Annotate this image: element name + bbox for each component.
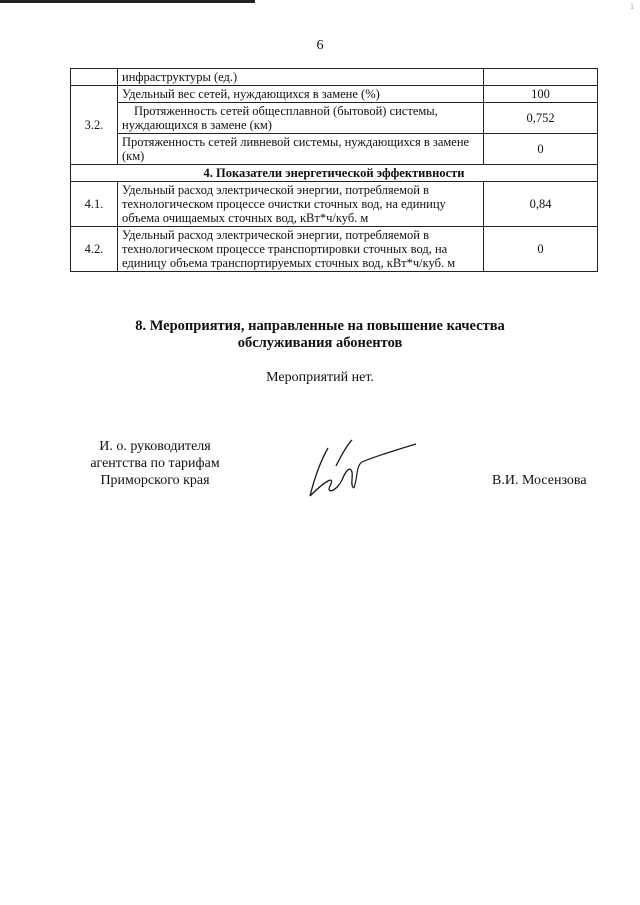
section-8-title-line1: 8. Мероприятия, направленные на повышение качества: [135, 318, 505, 334]
table-row: [71, 134, 598, 165]
table-row: [71, 103, 598, 134]
section-8-title-line2: обслуживания абонентов: [237, 335, 403, 351]
table-row: [71, 182, 598, 227]
row-number: 3.2.: [71, 86, 118, 165]
row-value: 100: [484, 86, 598, 103]
row-value: 0: [484, 227, 598, 272]
row-text: Протяженность сетей общесплавной (бытовой) системы, нуждающихся в замене (км): [118, 103, 484, 134]
row-number: [71, 69, 118, 86]
page-number: 6: [316, 38, 324, 53]
row-value: 0: [484, 134, 598, 165]
row-text: Удельный вес сетей, нуждающихся в замене (%): [118, 86, 484, 103]
row-value: 0,84: [484, 182, 598, 227]
corner-mark: 1: [630, 2, 634, 11]
row-number: 4.2.: [71, 227, 118, 272]
row-text: Протяженность сетей ливневой системы, нуждающихся в замене (км): [118, 134, 484, 165]
row-text: Удельный расход электрической энергии, потребляемой в технологическом процессе очистки сточных вод, на единицу объема очищаемых сточных вод, кВт*ч/куб. м: [118, 182, 484, 227]
top-edge-line: [0, 0, 255, 3]
indicators-table: [70, 68, 598, 272]
signer-line1: И. о. руководителя: [99, 439, 211, 454]
signer-position: [60, 438, 250, 489]
section-4-title: 4. Показатели энергетической эффективности: [71, 165, 598, 182]
table-row: [71, 86, 598, 103]
row-value: 0,752: [484, 103, 598, 134]
section-8-text: Мероприятий нет.: [266, 370, 374, 385]
row-text: инфраструктуры (ед.): [118, 69, 484, 86]
signer-line2: агентства по тарифам: [90, 456, 220, 471]
section-header-row: [71, 165, 598, 182]
table-row: [71, 227, 598, 272]
table-row: [71, 69, 598, 86]
signer-name: В.И. Мосензова: [492, 473, 587, 488]
row-value: [484, 69, 598, 86]
row-number: 4.1.: [71, 182, 118, 227]
handwritten-signature: [306, 436, 418, 500]
signer-line3: Приморского края: [100, 473, 210, 488]
row-text: Удельный расход электрической энергии, потребляемой в технологическом процессе транспортировки сточных вод, на единицу объема транспортируемых сточных вод, кВт*ч/куб. м: [118, 227, 484, 272]
section-8-title: [0, 318, 640, 352]
